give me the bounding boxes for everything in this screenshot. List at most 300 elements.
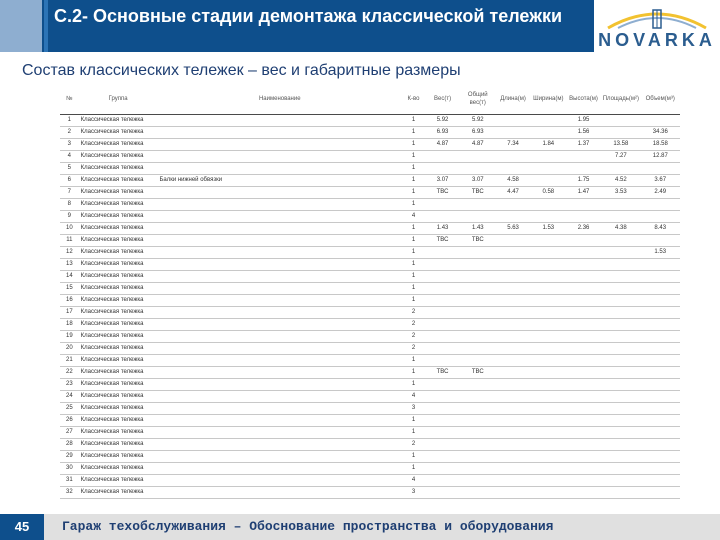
table-cell (460, 283, 495, 295)
table-row (60, 247, 680, 259)
table-cell (641, 271, 680, 283)
table-cell (157, 199, 402, 211)
table-cell (531, 415, 566, 427)
table-cell (601, 367, 640, 379)
table-row (60, 391, 680, 403)
table-cell (601, 415, 640, 427)
table-cell (495, 379, 530, 391)
table-cell (425, 283, 460, 295)
table-cell: 5.92 (460, 115, 495, 127)
table-cell: Классическая тележка (79, 391, 158, 403)
table-row (60, 295, 680, 307)
table-cell (425, 307, 460, 319)
table-cell (495, 151, 530, 163)
table-cell: 1 (402, 259, 425, 271)
table-row (60, 211, 680, 223)
table-cell (641, 343, 680, 355)
table-cell (641, 355, 680, 367)
table-cell: 1 (402, 139, 425, 151)
table-cell: Классическая тележка (79, 307, 158, 319)
table-cell (601, 247, 640, 259)
table-cell (460, 319, 495, 331)
table-cell: Классическая тележка (79, 187, 158, 199)
table-cell: 1.53 (641, 247, 680, 259)
table-cell (495, 247, 530, 259)
table-cell (425, 295, 460, 307)
table-cell (531, 175, 566, 187)
table-cell: 1 (402, 127, 425, 139)
table-cell (601, 259, 640, 271)
table-cell (641, 319, 680, 331)
table-cell (157, 379, 402, 391)
table-cell (495, 307, 530, 319)
table-cell: 9 (60, 211, 79, 223)
page-title: С.2- Основные стадии демонтажа классической тележки (54, 6, 563, 26)
table-row (60, 343, 680, 355)
table-cell (495, 403, 530, 415)
table-cell: 6.93 (425, 127, 460, 139)
table-cell: 3 (402, 403, 425, 415)
table-cell (495, 343, 530, 355)
table-cell (566, 307, 601, 319)
table-cell: Классическая тележка (79, 331, 158, 343)
table-cell (157, 283, 402, 295)
table-header-cell: Высота(м) (566, 84, 601, 115)
table-cell: 3.53 (601, 187, 640, 199)
table-cell: 1 (402, 187, 425, 199)
table-cell: 8.43 (641, 223, 680, 235)
table-cell (531, 211, 566, 223)
table-cell (531, 271, 566, 283)
table-cell: 2 (402, 331, 425, 343)
table-cell: 1.53 (531, 223, 566, 235)
table-cell: Классическая тележка (79, 463, 158, 475)
table-cell (531, 259, 566, 271)
table-cell: 2 (402, 343, 425, 355)
table-cell (460, 343, 495, 355)
table-cell: Классическая тележка (79, 355, 158, 367)
table-cell (601, 463, 640, 475)
table-cell (425, 391, 460, 403)
table-cell (157, 451, 402, 463)
table-cell (566, 391, 601, 403)
table-cell: 2 (60, 127, 79, 139)
table-cell (495, 415, 530, 427)
table-cell (495, 391, 530, 403)
table-cell (495, 355, 530, 367)
table-cell (157, 295, 402, 307)
table-cell (641, 379, 680, 391)
table-cell (641, 427, 680, 439)
table-cell: 22 (60, 367, 79, 379)
table-cell (641, 451, 680, 463)
table-cell (425, 331, 460, 343)
table-cell (157, 127, 402, 139)
table-cell (460, 439, 495, 451)
table-cell: Классическая тележка (79, 199, 158, 211)
table-cell: 1.37 (566, 139, 601, 151)
table-cell: Классическая тележка (79, 319, 158, 331)
table-cell (531, 331, 566, 343)
table-cell: 4 (402, 391, 425, 403)
table-cell: Классическая тележка (79, 283, 158, 295)
table-cell (495, 295, 530, 307)
table-cell (566, 163, 601, 175)
table-cell (566, 343, 601, 355)
table-cell (495, 487, 530, 499)
table-cell (460, 487, 495, 499)
table-cell (531, 427, 566, 439)
table-cell: Классическая тележка (79, 115, 158, 127)
table-cell (566, 427, 601, 439)
table-cell: Классическая тележка (79, 403, 158, 415)
table-cell (641, 403, 680, 415)
table-header-cell: Группа (79, 84, 158, 115)
table-cell (601, 271, 640, 283)
table-cell (531, 367, 566, 379)
table-cell (495, 427, 530, 439)
table-cell: Классическая тележка (79, 343, 158, 355)
table-header-cell: Вес(т) (425, 84, 460, 115)
table-cell: 1.56 (566, 127, 601, 139)
table-cell (157, 487, 402, 499)
table-cell: Классическая тележка (79, 163, 158, 175)
table-cell: 24 (60, 391, 79, 403)
table-header-row (60, 84, 680, 115)
table-cell (566, 283, 601, 295)
table-cell: 14 (60, 271, 79, 283)
table-cell (157, 463, 402, 475)
table-cell (531, 247, 566, 259)
table-cell (531, 343, 566, 355)
table-cell (531, 463, 566, 475)
table-cell: Классическая тележка (79, 295, 158, 307)
table-cell (425, 451, 460, 463)
header-accent (44, 0, 48, 52)
table-cell (531, 283, 566, 295)
table-cell (157, 235, 402, 247)
table-cell (601, 451, 640, 463)
table-cell (495, 271, 530, 283)
table-cell (157, 307, 402, 319)
table-cell (157, 403, 402, 415)
table-header-cell: Объем(м³) (641, 84, 680, 115)
table-cell (460, 451, 495, 463)
table-cell: ТВС (425, 235, 460, 247)
table-cell: 6.93 (460, 127, 495, 139)
table-cell: 1 (402, 223, 425, 235)
table-cell (495, 463, 530, 475)
weights-table (60, 84, 680, 499)
page-number: 45 (0, 514, 44, 540)
table-cell (157, 211, 402, 223)
table-row (60, 307, 680, 319)
header-bar (0, 0, 594, 52)
table-cell (425, 439, 460, 451)
table-cell (531, 163, 566, 175)
table-cell (157, 331, 402, 343)
table-cell (531, 451, 566, 463)
table-cell: 18 (60, 319, 79, 331)
table-cell (157, 319, 402, 331)
table-cell (601, 439, 640, 451)
table-row (60, 115, 680, 127)
table-cell (531, 439, 566, 451)
table-cell (566, 379, 601, 391)
header-left-stripe (0, 0, 42, 52)
table-cell (566, 331, 601, 343)
table-cell: Классическая тележка (79, 127, 158, 139)
table-cell: Классическая тележка (79, 271, 158, 283)
table-cell (641, 295, 680, 307)
table-cell: 7 (60, 187, 79, 199)
table-cell: ТВС (425, 187, 460, 199)
table-cell: Классическая тележка (79, 175, 158, 187)
table-cell: 1 (402, 115, 425, 127)
table-cell (641, 391, 680, 403)
table-cell: 3.07 (460, 175, 495, 187)
table-cell: 2 (402, 439, 425, 451)
table-cell (495, 439, 530, 451)
table-cell (531, 319, 566, 331)
table-cell: Классическая тележка (79, 259, 158, 271)
table-cell (157, 343, 402, 355)
table-cell (425, 199, 460, 211)
table-cell (531, 391, 566, 403)
table-cell: 1 (402, 247, 425, 259)
table-cell: Классическая тележка (79, 451, 158, 463)
table-cell (641, 415, 680, 427)
table-cell: 6 (60, 175, 79, 187)
table-cell (566, 151, 601, 163)
table-cell (425, 151, 460, 163)
table-cell: 5.63 (495, 223, 530, 235)
table-cell (460, 247, 495, 259)
table-row (60, 259, 680, 271)
table-cell: 27 (60, 427, 79, 439)
table-cell (157, 415, 402, 427)
table-cell (495, 235, 530, 247)
table-row (60, 187, 680, 199)
table-cell (566, 355, 601, 367)
table-cell: 34.36 (641, 127, 680, 139)
table-row (60, 235, 680, 247)
table-cell: Балки нижней обвязки (157, 175, 402, 187)
table-cell (460, 331, 495, 343)
table-row (60, 415, 680, 427)
table-cell (425, 211, 460, 223)
table-cell (425, 355, 460, 367)
table-cell (641, 367, 680, 379)
table-cell (460, 211, 495, 223)
table-header-cell: Площадь(м²) (601, 84, 640, 115)
table-cell: 26 (60, 415, 79, 427)
table-cell: 30 (60, 463, 79, 475)
table-cell (566, 451, 601, 463)
table-cell: 20 (60, 343, 79, 355)
table-cell: 2.36 (566, 223, 601, 235)
table-cell (566, 487, 601, 499)
table-cell (566, 439, 601, 451)
table-cell (157, 223, 402, 235)
table-row (60, 367, 680, 379)
table-row (60, 151, 680, 163)
table-cell (641, 199, 680, 211)
table-cell: Классическая тележка (79, 415, 158, 427)
table-cell (425, 487, 460, 499)
table-cell (460, 163, 495, 175)
table-cell (425, 379, 460, 391)
table-cell: Классическая тележка (79, 139, 158, 151)
table-cell (460, 391, 495, 403)
table-cell (531, 151, 566, 163)
table-cell (157, 367, 402, 379)
table-cell: 23 (60, 379, 79, 391)
table-cell (157, 427, 402, 439)
table-row (60, 427, 680, 439)
table-row (60, 223, 680, 235)
table-cell (157, 439, 402, 451)
table-cell (566, 247, 601, 259)
table-row (60, 199, 680, 211)
table-cell: 1 (402, 451, 425, 463)
table-cell (641, 439, 680, 451)
novarka-logo-icon (598, 4, 716, 50)
table-row (60, 283, 680, 295)
table-cell (531, 403, 566, 415)
table-cell (566, 295, 601, 307)
table-cell: 1 (402, 415, 425, 427)
table-cell: 5.92 (425, 115, 460, 127)
table-cell (495, 451, 530, 463)
table-cell: 10 (60, 223, 79, 235)
table-cell: Классическая тележка (79, 367, 158, 379)
table-cell (566, 211, 601, 223)
table-cell: 4.47 (495, 187, 530, 199)
table-cell: Классическая тележка (79, 223, 158, 235)
table-cell: 1 (402, 379, 425, 391)
table-cell: ТВС (460, 367, 495, 379)
table-row (60, 271, 680, 283)
table-cell (157, 391, 402, 403)
table-cell (425, 163, 460, 175)
table-cell (566, 271, 601, 283)
table-row (60, 319, 680, 331)
table-cell (495, 163, 530, 175)
table-row (60, 451, 680, 463)
table-cell (566, 403, 601, 415)
table-cell (460, 463, 495, 475)
table-cell (601, 211, 640, 223)
table-cell (460, 355, 495, 367)
table-cell: 4.38 (601, 223, 640, 235)
table-cell (157, 355, 402, 367)
table-cell (531, 487, 566, 499)
table-cell (495, 283, 530, 295)
table-cell (601, 127, 640, 139)
table-cell (601, 475, 640, 487)
table-cell (460, 151, 495, 163)
table-cell (157, 187, 402, 199)
table-cell: 13 (60, 259, 79, 271)
table-row (60, 463, 680, 475)
table-cell (460, 379, 495, 391)
table-cell (601, 391, 640, 403)
table-cell (566, 235, 601, 247)
table-cell (531, 475, 566, 487)
table-cell (641, 463, 680, 475)
table-cell: 25 (60, 403, 79, 415)
table-cell: Классическая тележка (79, 427, 158, 439)
table-cell (460, 307, 495, 319)
table-cell: 17 (60, 307, 79, 319)
table-cell: 18.58 (641, 139, 680, 151)
table-cell: 1 (402, 367, 425, 379)
table-cell (641, 115, 680, 127)
table-row (60, 127, 680, 139)
table-cell (531, 355, 566, 367)
table-cell (641, 307, 680, 319)
table-cell (601, 235, 640, 247)
table-cell: 3 (60, 139, 79, 151)
table-cell (425, 475, 460, 487)
table-cell (425, 403, 460, 415)
table-header-cell: № (60, 84, 79, 115)
table-cell (495, 127, 530, 139)
table-cell (601, 283, 640, 295)
table-cell (601, 163, 640, 175)
table-cell (157, 259, 402, 271)
subtitle: Состав классических тележек – вес и габаритные размеры (22, 62, 461, 79)
table-cell: Классическая тележка (79, 475, 158, 487)
table-cell (495, 475, 530, 487)
table-row (60, 175, 680, 187)
table-cell: 1 (402, 151, 425, 163)
table-cell (531, 307, 566, 319)
table-cell (566, 259, 601, 271)
footer (0, 514, 720, 540)
table-cell: 1 (402, 175, 425, 187)
table-cell: Классическая тележка (79, 439, 158, 451)
table-cell (425, 343, 460, 355)
table-cell: Классическая тележка (79, 379, 158, 391)
table-cell (460, 271, 495, 283)
table-cell (425, 415, 460, 427)
table-cell (601, 343, 640, 355)
table-cell: 4.52 (601, 175, 640, 187)
table-cell (460, 475, 495, 487)
table-row (60, 403, 680, 415)
table-cell: 1.47 (566, 187, 601, 199)
table-cell (460, 259, 495, 271)
table-cell (460, 295, 495, 307)
table-cell: 32 (60, 487, 79, 499)
table-cell (601, 403, 640, 415)
table-cell: 21 (60, 355, 79, 367)
table-cell (157, 115, 402, 127)
table-cell: 1 (402, 355, 425, 367)
table-row (60, 331, 680, 343)
table-cell: 5 (60, 163, 79, 175)
table-cell: 12.87 (641, 151, 680, 163)
table-cell: Классическая тележка (79, 151, 158, 163)
table-cell (601, 307, 640, 319)
table-cell (601, 379, 640, 391)
table-cell: 13.58 (601, 139, 640, 151)
table-cell: 1 (402, 427, 425, 439)
table-cell (495, 331, 530, 343)
table-cell (425, 271, 460, 283)
